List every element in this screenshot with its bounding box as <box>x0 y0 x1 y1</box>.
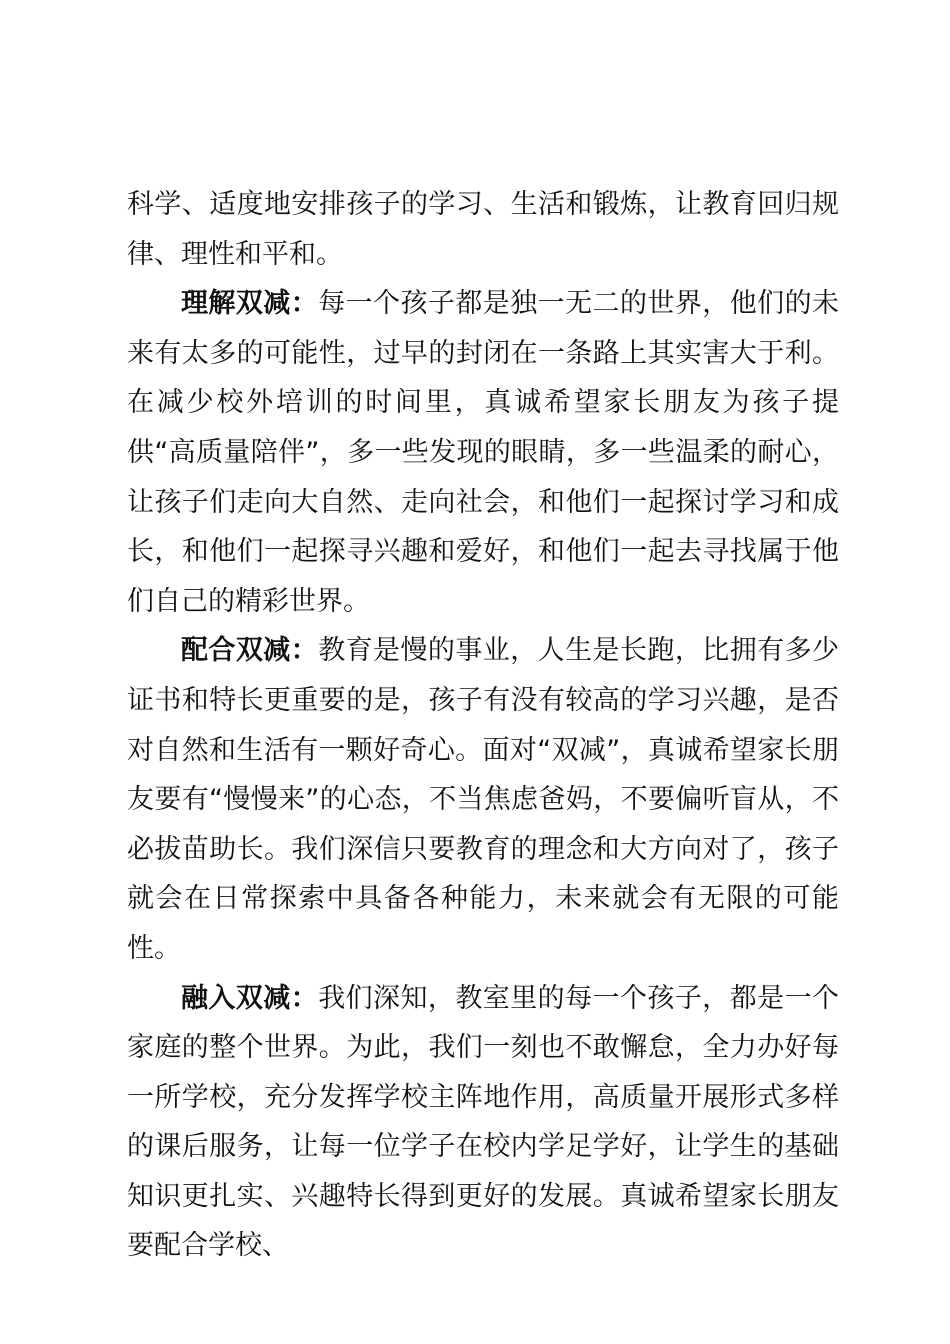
paragraph-heading: 融入双减： <box>181 982 319 1014</box>
paragraph-heading: 理解双减： <box>181 288 319 320</box>
document-body <box>127 180 839 1271</box>
paragraph-continuation <box>127 180 839 279</box>
paragraph-cooperate-double-reduction <box>127 626 839 973</box>
paragraph-understand-double-reduction <box>127 279 839 626</box>
paragraph-text: 教育是慢的事业，人生是长跑，比拥有多少证书和特长更重要的是，孩子有没有较高的学习兴趣，是否对自然和生活有一颗好奇心。面对“双减”，真诚希望家长朋友要有“慢慢来”的心态，不当焦虑爸妈，不要偏听盲从，不必拔苗助长。我们深信只要教育的理念和大方向对了，孩子就会在日常探索中具备各种能力，未来就会有无限的可能性。 <box>127 635 840 964</box>
paragraph-text: 科学、适度地安排孩子的学习、生活和锻炼，让教育回归规律、理性和平和。 <box>127 189 839 270</box>
paragraph-text: 每一个孩子都是独一无二的世界，他们的未来有太多的可能性，过早的封闭在一条路上其实害大于利。在减少校外培训的时间里，真诚希望家长朋友为孩子提供“高质量陪伴”，多一些发现的眼睛，多一些温柔的耐心，让孩子们走向大自然、走向社会，和他们一起探讨学习和成长，和他们一起探寻兴趣和爱好，和他们一起去寻找属于他们自己的精彩世界。 <box>127 288 840 617</box>
paragraph-text: 我们深知，教室里的每一个孩子，都是一个家庭的整个世界。为此，我们一刻也不敢懈怠，全力办好每一所学校，充分发挥学校主阵地作用，高质量开展形式多样的课后服务，让每一位学子在校内学足学好，让学生的基础知识更扎实、兴趣特长得到更好的发展。真诚希望家长朋友要配合学校、 <box>127 982 840 1262</box>
paragraph-integrate-double-reduction <box>127 974 839 1272</box>
paragraph-heading: 配合双减： <box>181 635 319 667</box>
